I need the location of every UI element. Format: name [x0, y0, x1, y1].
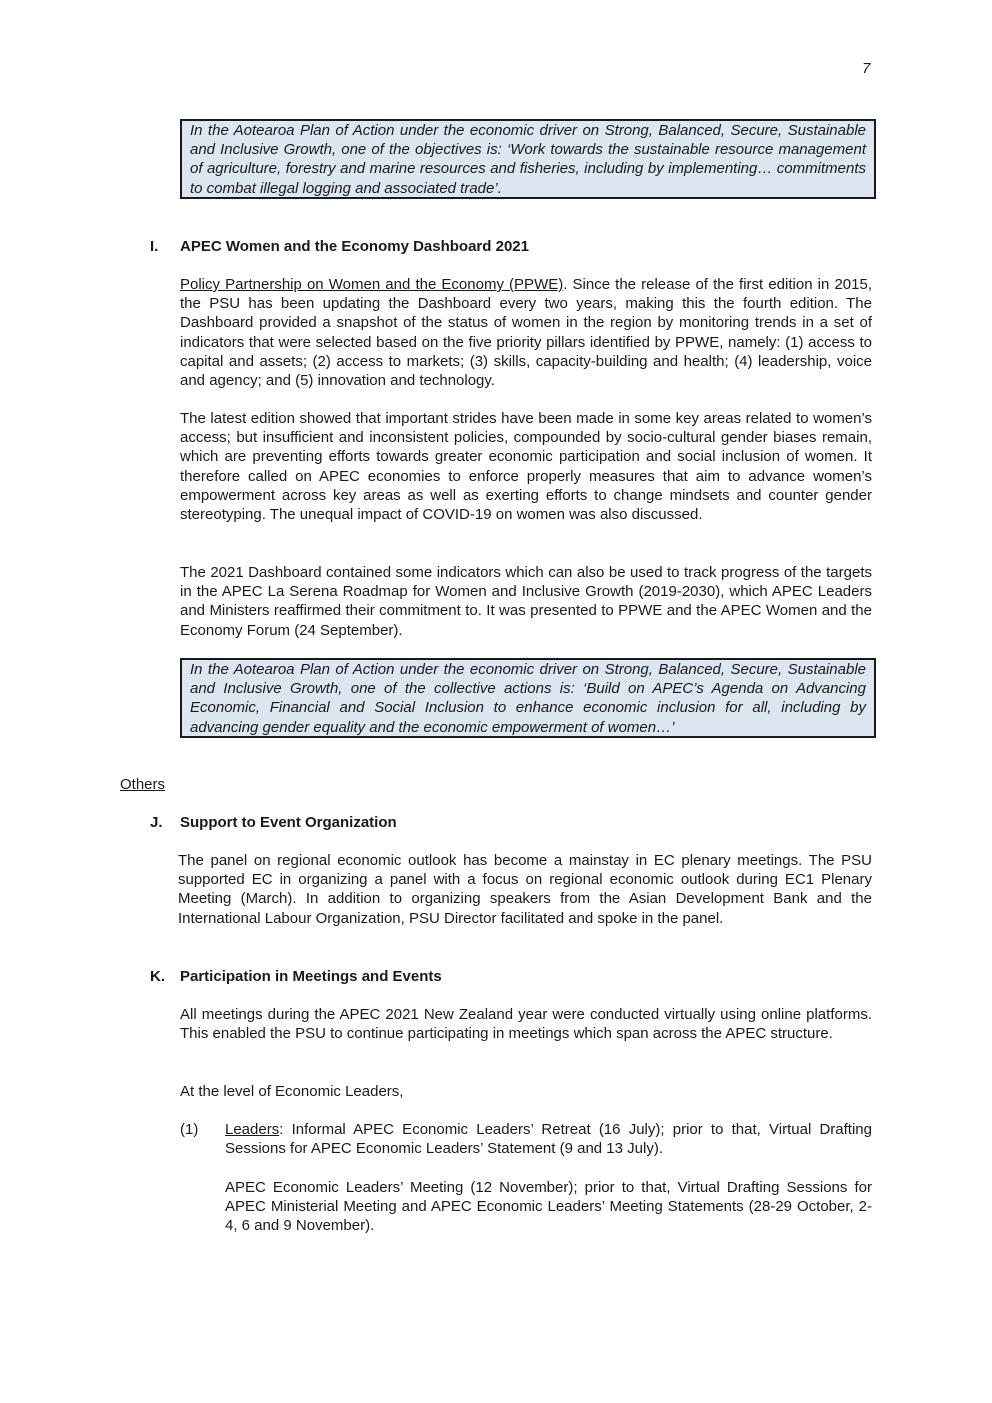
section-letter: J.	[150, 814, 163, 831]
section-letter: I.	[150, 238, 159, 255]
paragraph-text: . Since the release of the first edition in 2015, the PSU has been updating the Dashboard every two years, making this the fourth edition. The Dashboard provided a snapshot of the status of women in the region by monitoring trends in a set of indicators that were selected based on the five priority pillars identified by PPWE, namely: (1) access to capital and assets; (2) access to markets; (3) skills, capacity-building and health; (4) leadership, voice and agency; and (5) innovation and technology.	[180, 276, 872, 390]
page-number: 7	[862, 60, 871, 77]
paragraph: All meetings during the APEC 2021 New Zealand year were conducted virtually using online platforms. This enabled the PSU to continue participating in meetings which span across the APEC structure.	[180, 1006, 872, 1043]
paragraph	[180, 275, 872, 390]
others-subheading: Others	[120, 776, 166, 793]
section-letter: K.	[150, 968, 165, 985]
section-title: APEC Women and the Economy Dashboard 2021	[180, 238, 529, 255]
underlined-term: Policy Partnership on Women and the Economy (PPWE)	[180, 276, 564, 293]
callout-text: In the Aotearoa Plan of Action under the economic driver on Strong, Balanced, Secure, Sustainable and Inclusive Growth, one of the objectives is: ‘Work towards the sustainable resource management of agriculture, forestry and marine resources and fisheries, including by implementing… commitments to combat illegal logging and associated trade’.	[190, 122, 866, 197]
plan-of-action-callout	[180, 119, 876, 199]
callout-text: In the Aotearoa Plan of Action under the economic driver on Strong, Balanced, Secure, Sustainable and Inclusive Growth, one of the collective actions is: ‘Build on APEC’s Agenda on Advancing Economic, Financial and Social Inclusion to enhance economic inclusion for all, including by advancing gender equality and the economic empowerment of women…’	[190, 661, 866, 736]
plan-of-action-callout	[180, 658, 876, 738]
paragraph: The 2021 Dashboard contained some indicators which can also be used to track progress of the targets in the APEC La Serena Roadmap for Women and Inclusive Growth (2019-2030), which APEC Leaders and Ministers reaffirmed their commitment to. It was presented to PPWE and the APEC Women and the Economy Forum (24 September).	[180, 564, 872, 639]
list-item-continuation: APEC Economic Leaders’ Meeting (12 November); prior to that, Virtual Drafting Sessions for APEC Ministerial Meeting and APEC Economic Leaders’ Meeting Statements (28-29 October, 2-4, 6 and 9 November).	[225, 1179, 872, 1235]
paragraph: At the level of Economic Leaders,	[180, 1083, 404, 1100]
paragraph: The latest edition showed that important strides have been made in some key areas related to women’s access; but insufficient and inconsistent policies, compounded by socio-cultural gender biases remain, which are preventing efforts towards greater economic participation and social inclusion of women. It therefore called on APEC economies to enforce properly measures that aim to advance women’s empowerment across key areas as well as exerting efforts to change mindsets and counter gender stereotyping. The unequal impact of COVID-19 on women was also discussed.	[180, 410, 872, 524]
list-item	[225, 1120, 872, 1158]
section-title: Participation in Meetings and Events	[180, 968, 442, 985]
underlined-term: Leaders	[225, 1121, 280, 1138]
paragraph: The panel on regional economic outlook has become a mainstay in EC plenary meetings. The PSU supported EC in organizing a panel with a focus on regional economic outlook during EC1 Plenary Meeting (March). In addition to organizing speakers from the Asian Development Bank and the International Labour Organization, PSU Director facilitated and spoke in the panel.	[178, 852, 872, 927]
section-title: Support to Event Organization	[180, 814, 397, 831]
list-item-text: : Informal APEC Economic Leaders’ Retreat (16 July); prior to that, Virtual Drafting Sessions for APEC Economic Leaders’ Statement (9 and 13 July).	[225, 1121, 872, 1158]
list-item-number: (1)	[180, 1121, 199, 1138]
